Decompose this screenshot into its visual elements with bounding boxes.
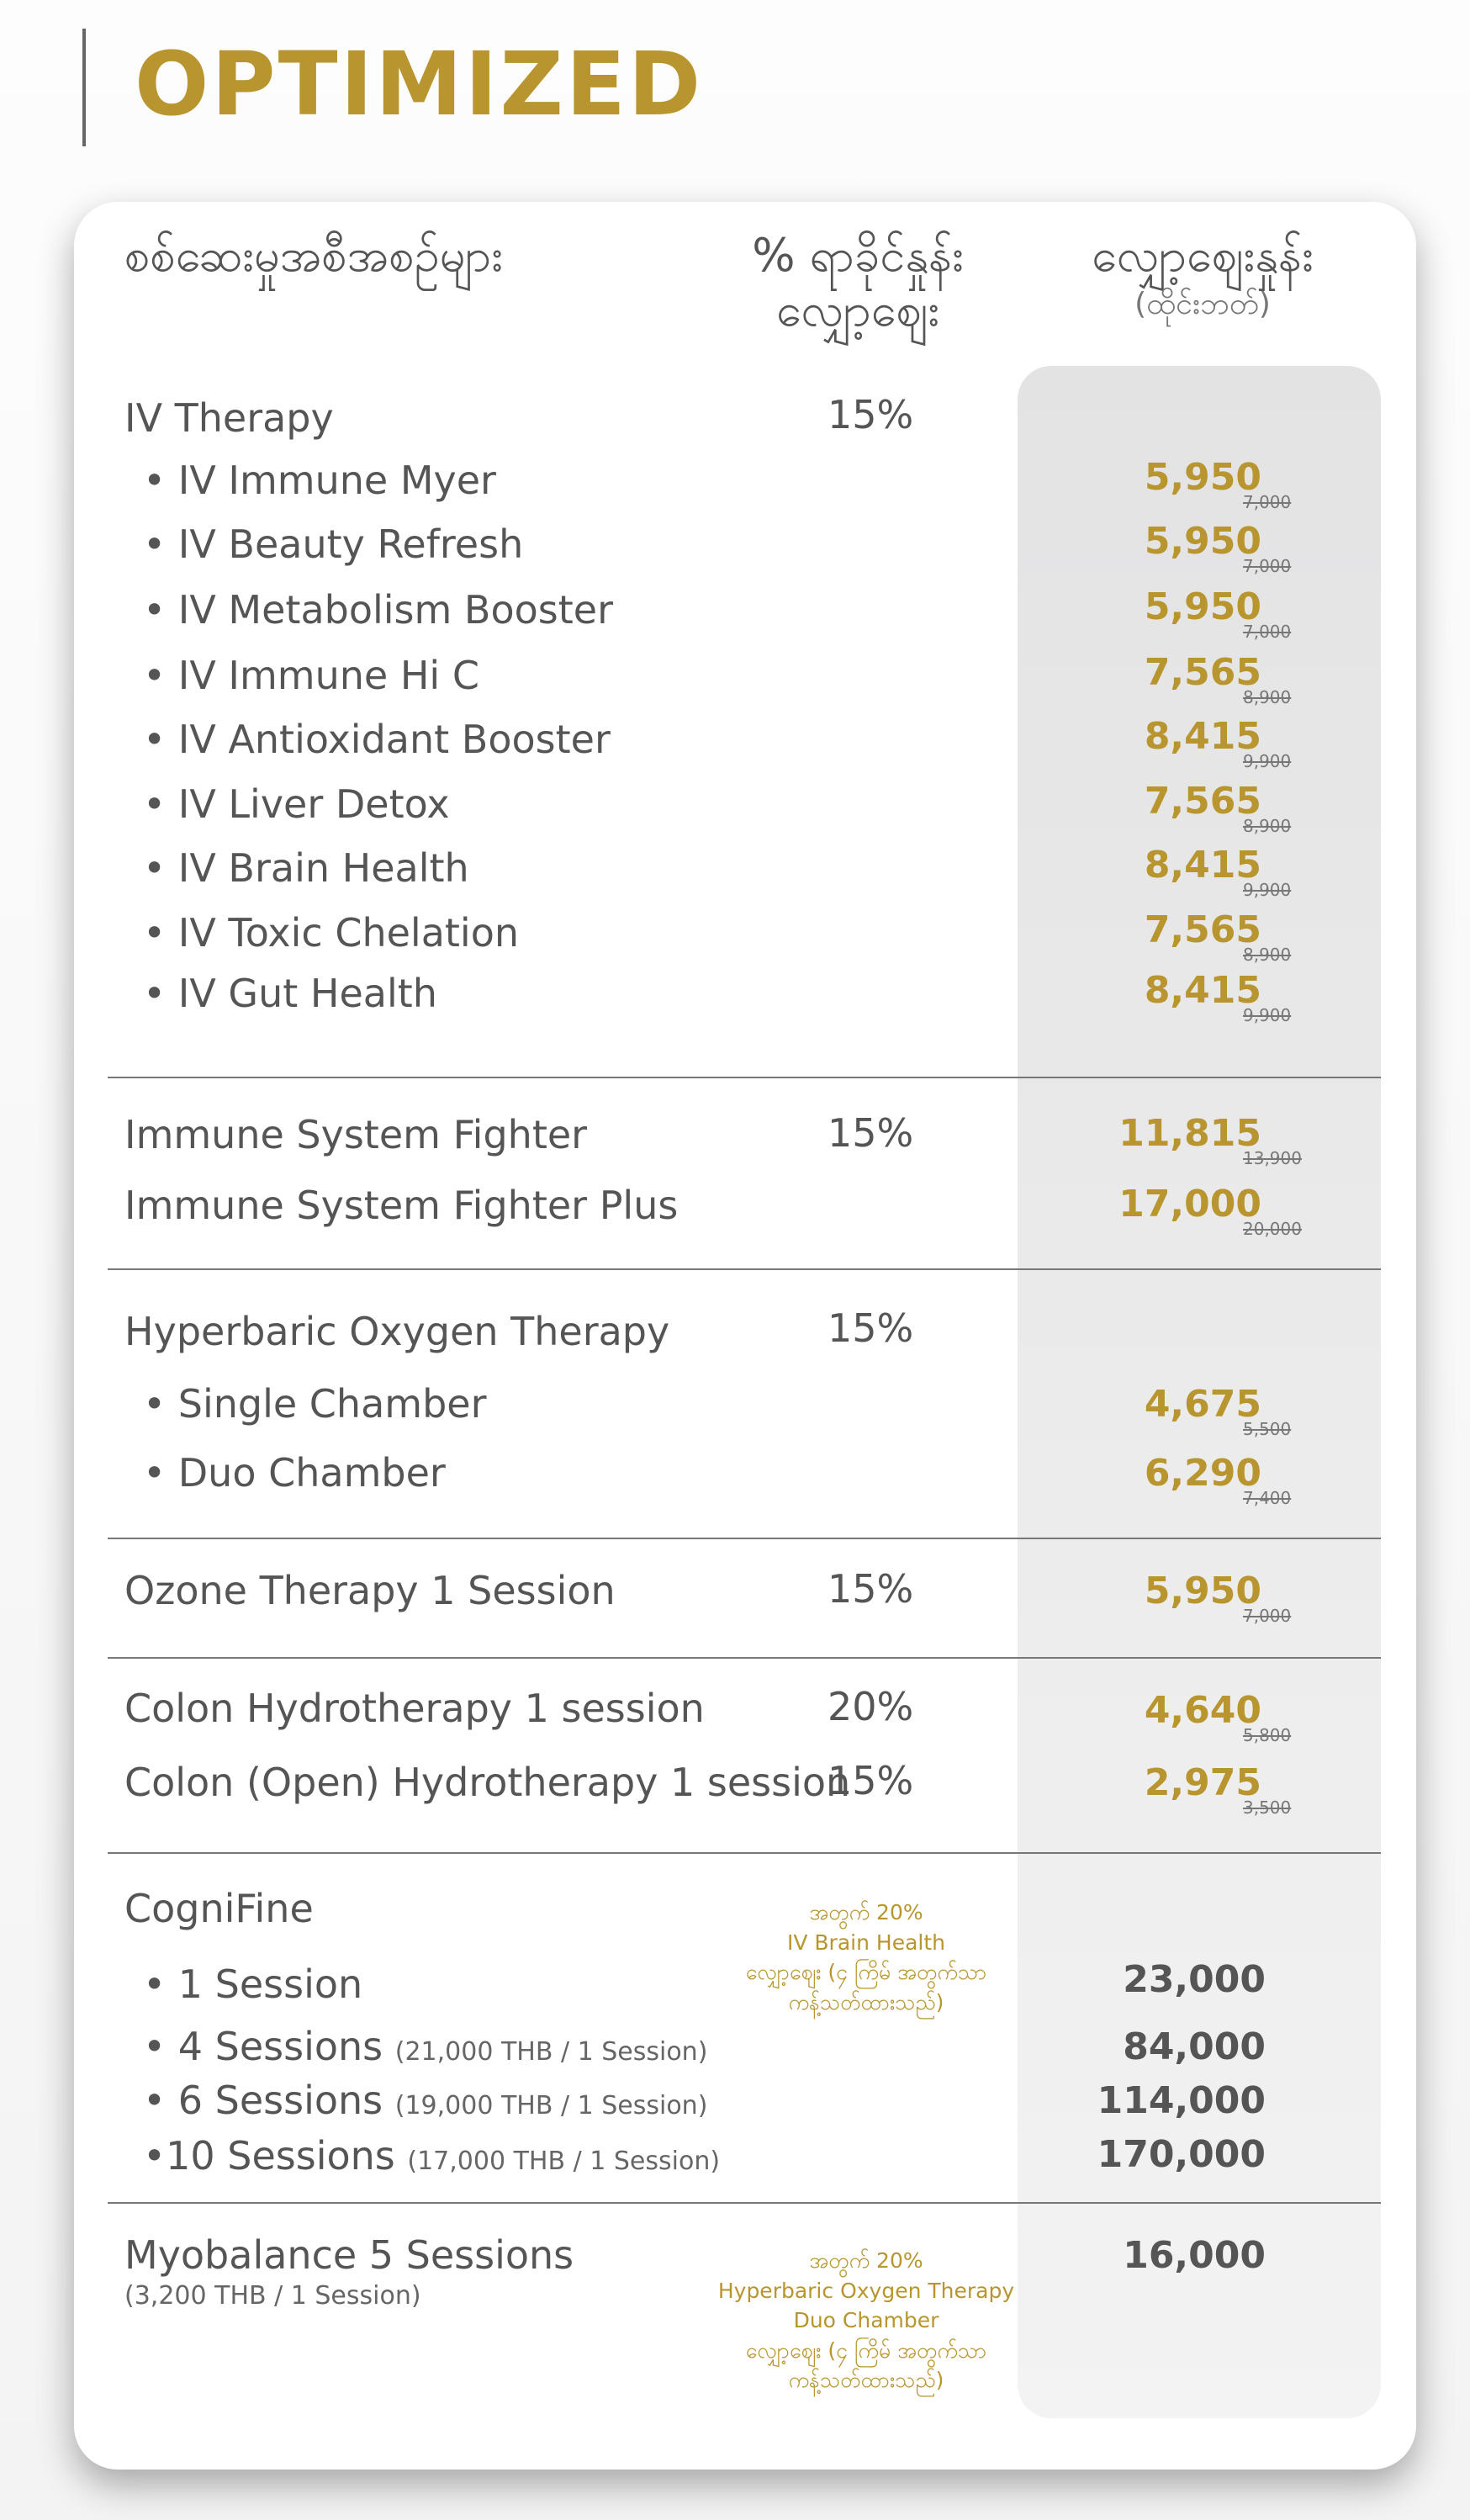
list-item-name: IV Toxic Chelation [177,910,520,956]
price: 17,000 [1118,1183,1261,1226]
title-accent-bar [82,29,86,146]
list-item-name: • 6 Sessions [143,2078,383,2123]
list-item-name: •10 Sessions [143,2133,395,2179]
original-price: 8,900 [1243,687,1292,707]
page-title: OPTIMIZED [135,33,704,135]
list-item [143,1450,446,1496]
list-item [143,521,524,567]
price: 7,565 [1144,908,1261,951]
column-header-discount-line1: % ရာခိုင်နှုန်း [752,229,964,282]
note-line: Hyperbaric Oxygen Therapy [717,2278,1015,2303]
discount-hyperbaric: 15% [828,1305,914,1351]
list-item [143,971,437,1016]
list-item-name: • 4 Sessions [143,2024,383,2069]
price: 7,565 [1144,651,1261,694]
original-price: 8,900 [1243,945,1292,965]
bullet-icon: • [143,1381,178,1427]
column-header-price-line2: (ထိုင်းဘတ်) [1134,286,1271,321]
column-header-price-line1: လျှော့ဈေးနှုန်း [1092,229,1314,282]
original-price: 7,000 [1243,556,1292,576]
original-price: 3,500 [1243,1797,1292,1818]
per-session-price: (19,000 THB / 1 Session) [394,2091,708,2120]
price: 8,415 [1144,844,1261,887]
original-price: 7,000 [1243,1606,1292,1626]
bullet-icon: • [143,653,178,698]
discount-iv-therapy: 15% [828,392,914,437]
bullet-icon: • [143,521,178,567]
note-line: ကန့်သတ်ထားသည်) [788,1989,944,2014]
price: 5,950 [1144,520,1261,563]
discount-colon: 20% [828,1684,914,1729]
column-header-discount-line2: လျှော့ဈေး [776,283,939,336]
bullet-icon: • [143,587,178,633]
colon-open-hydrotherapy: Colon (Open) Hydrotherapy 1 session [124,1760,851,1805]
original-price: 9,900 [1243,751,1292,771]
divider [108,2202,1381,2204]
column-header-discount [732,229,984,338]
ozone-therapy: Ozone Therapy 1 Session [124,1568,616,1613]
list-item-name: IV Metabolism Booster [177,587,613,633]
section-title-iv-therapy: IV Therapy [124,395,334,441]
divider [108,1268,1381,1270]
price: 5,950 [1144,1570,1261,1612]
note-line: အတွက် 20% [809,2248,923,2273]
list-item [143,910,520,956]
note-line: IV Brain Health [786,1930,945,1955]
note-line: လျှော့ဈေး (၄ ကြိမ် အတွက်သာ [745,2337,987,2363]
divider [108,1657,1381,1659]
cognifine-promo-note [715,1898,1018,2017]
price: 8,415 [1144,715,1261,758]
column-header-price [1051,229,1354,329]
discount-ozone: 15% [828,1566,914,1612]
bullet-icon: • [143,781,178,827]
price: 8,415 [1144,969,1261,1012]
list-item [143,845,469,891]
list-item-name: Duo Chamber [177,1450,446,1496]
original-price: 20,000 [1243,1219,1302,1239]
original-price: 9,900 [1243,880,1292,900]
per-session-price: (17,000 THB / 1 Session) [407,2147,721,2176]
list-item [143,2078,708,2123]
immune-system-fighter: Immune System Fighter [124,1112,588,1157]
original-price: 7,000 [1243,492,1292,512]
price: 2,975 [1144,1761,1261,1804]
list-item [143,2133,721,2179]
price: 11,815 [1118,1112,1261,1155]
divider [108,1077,1381,1078]
list-item [143,458,496,503]
list-item [143,1961,363,2007]
list-item [143,2024,708,2069]
note-line: လျှော့ဈေး (၄ ကြိမ် အတွက်သာ [745,1960,987,1984]
original-price: 5,800 [1243,1725,1292,1745]
per-session-price: (21,000 THB / 1 Session) [394,2037,708,2067]
original-price: 8,900 [1243,816,1292,836]
myobalance-title: Myobalance 5 Sessions [124,2232,574,2278]
price: 4,675 [1144,1383,1261,1426]
note-line: Duo Chamber [793,2308,939,2332]
section-title-cognifine: CogniFine [124,1886,314,1931]
column-header-program: စစ်ဆေးမှုအစီအစဉ်များ [124,229,503,282]
price: 5,950 [1144,585,1261,628]
price: 6,290 [1144,1452,1261,1495]
bullet-icon: • [143,458,178,503]
list-item-name: IV Brain Health [177,845,469,891]
myobalance-per-session: (3,200 THB / 1 Session) [124,2281,421,2311]
list-item [143,781,450,827]
price: 5,950 [1144,456,1261,499]
divider [108,1852,1381,1854]
price: 23,000 [1123,1958,1266,2001]
list-item-name: IV Antioxidant Booster [177,717,611,762]
price: 4,640 [1144,1689,1261,1732]
bullet-icon: • [143,910,178,956]
discount-colon-open: 15% [828,1758,914,1803]
price: 170,000 [1097,2133,1266,2176]
original-price: 9,900 [1243,1005,1292,1025]
discount-immune: 15% [828,1110,914,1156]
immune-system-fighter-plus: Immune System Fighter Plus [124,1183,679,1228]
list-item [143,653,479,698]
list-item-name: IV Immune Myer [177,458,496,503]
list-item [143,587,613,633]
price: 84,000 [1123,2025,1266,2068]
bullet-icon: • [143,845,178,891]
price: 16,000 [1123,2234,1266,2277]
price: 7,565 [1144,780,1261,823]
list-item [143,717,611,762]
list-item-name: IV Gut Health [177,971,437,1016]
myobalance-promo-note [715,2246,1018,2396]
bullet-icon: • [143,971,178,1016]
original-price: 7,000 [1243,622,1292,642]
list-item-name: IV Beauty Refresh [177,521,524,567]
note-line: ကန့်သတ်ထားသည်) [788,2368,944,2392]
list-item-name: Single Chamber [177,1381,487,1427]
list-item-name: IV Immune Hi C [177,653,479,698]
original-price: 7,400 [1243,1488,1292,1508]
divider [108,1538,1381,1539]
section-title-hyperbaric: Hyperbaric Oxygen Therapy [124,1309,670,1354]
colon-hydrotherapy: Colon Hydrotherapy 1 session [124,1686,705,1731]
list-item-name: IV Liver Detox [177,781,450,827]
bullet-icon: • [143,1450,178,1496]
original-price: 5,500 [1243,1419,1292,1439]
list-item [143,1381,487,1427]
list-item-name: • 1 Session [143,1961,363,2007]
note-line: အတွက် 20% [809,1900,923,1924]
bullet-icon: • [143,717,178,762]
price: 114,000 [1097,2079,1266,2122]
original-price: 13,900 [1243,1148,1302,1168]
